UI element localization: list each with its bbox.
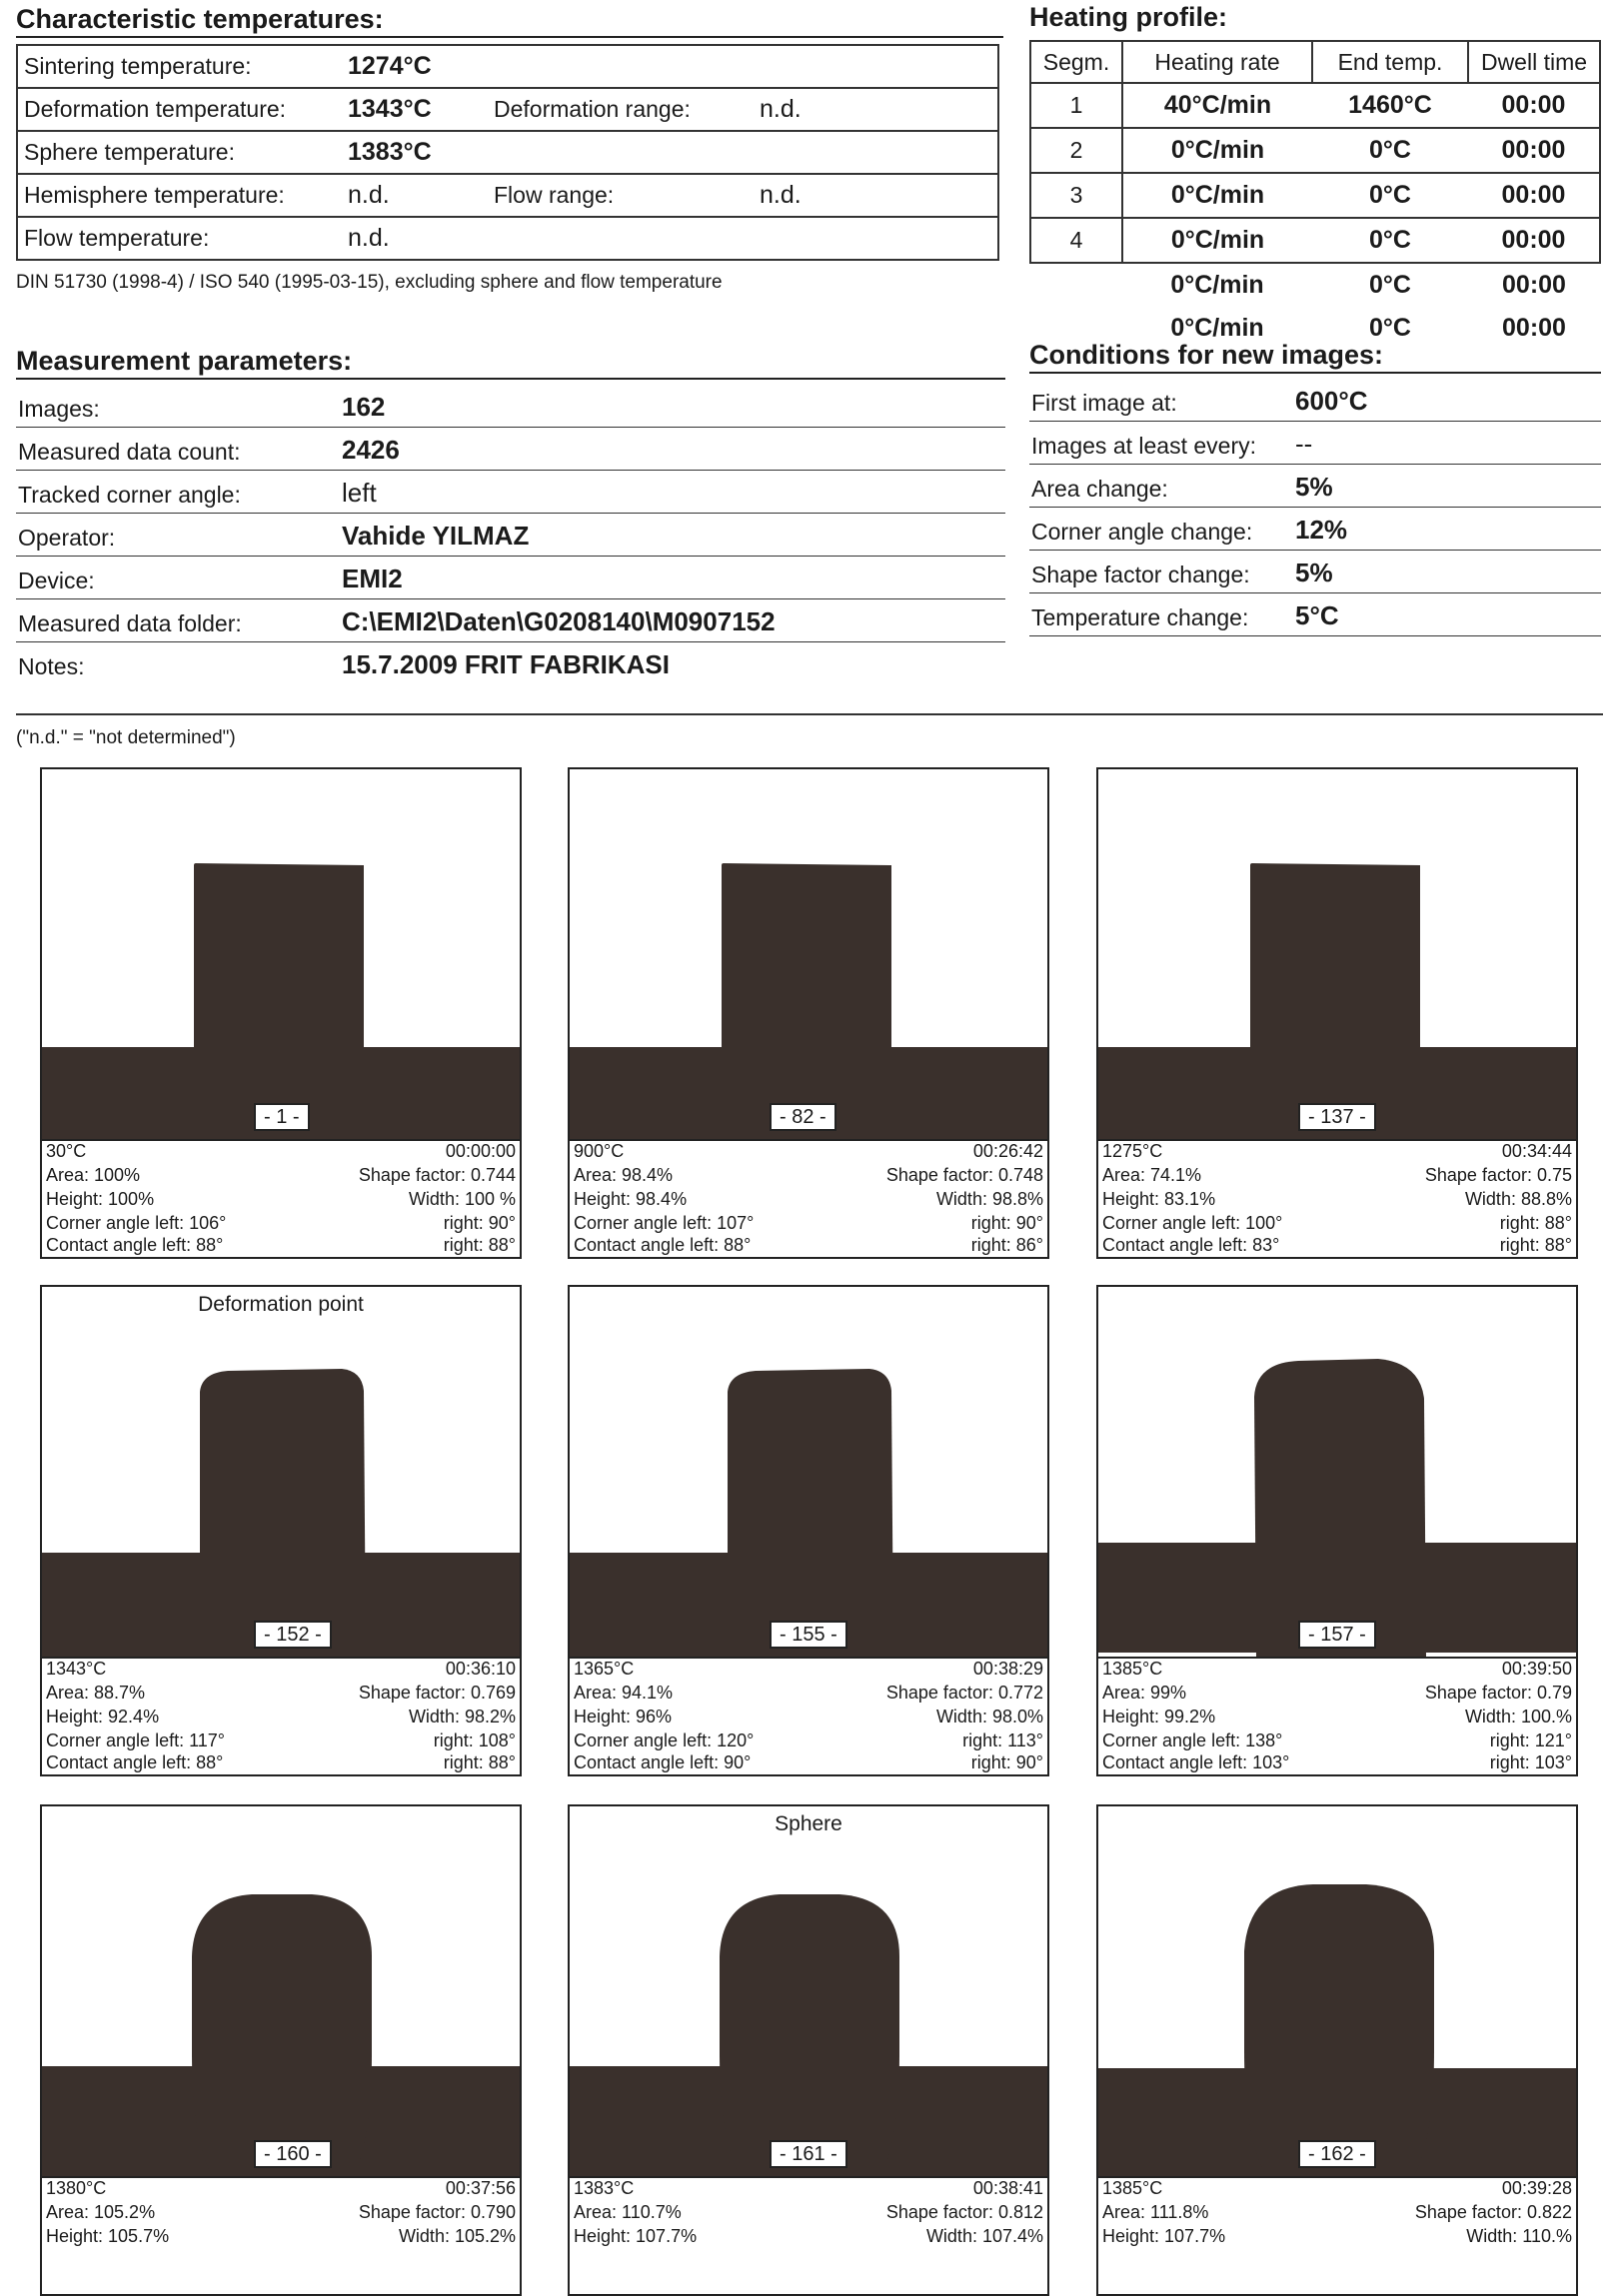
specimen-panel — [1096, 767, 1578, 1259]
panel-height: Height: 105.7% — [46, 2226, 170, 2246]
conditions-label: Shape factor change: — [1031, 562, 1250, 587]
panel-shape-factor: Shape factor: 0.772 — [885, 1683, 1043, 1703]
panel-time: 00:38:29 — [972, 1659, 1043, 1679]
specimen-silhouette — [1098, 769, 1576, 1139]
panel-time: 00:36:10 — [445, 1659, 516, 1679]
specimen-shape — [1244, 1884, 1434, 2176]
panel-corner-left: Corner angle left: 106° — [46, 1213, 227, 1233]
panel-time: 00:37:56 — [445, 2178, 516, 2198]
panel-temperature: 1385°C — [1102, 2178, 1163, 2198]
conditions-label: Area change: — [1031, 476, 1168, 502]
specimen-silhouette — [570, 1806, 1047, 2176]
specimen-image — [40, 767, 522, 1141]
flow-range-label: Flow range: — [488, 174, 754, 217]
panel-area: Area: 111.8% — [1102, 2202, 1209, 2222]
heating-title: Heating profile: — [1029, 2, 1228, 32]
heating-seg: 1 — [1030, 83, 1122, 128]
conditions-label: First image at: — [1031, 390, 1177, 416]
specimen-panel — [40, 1285, 522, 1776]
panel-shape-factor: Shape factor: 0.744 — [358, 1165, 516, 1185]
measurement-value: C:\EMI2\Daten\G0208140\M0907152 — [342, 606, 776, 636]
panel-height: Height: 96% — [574, 1707, 673, 1726]
panel-height: Height: 99.2% — [1102, 1707, 1216, 1726]
specimen-panel — [568, 1804, 1049, 2296]
panel-time: 00:00:00 — [445, 1141, 516, 1161]
specimen-silhouette — [42, 769, 520, 1139]
panel-width: Width: 98.8% — [935, 1189, 1043, 1209]
specimen-shape — [194, 863, 364, 1139]
panel-temperature: 1383°C — [574, 2178, 635, 2198]
panel-width: Width: 110.% — [1466, 2226, 1572, 2246]
measurement-value: Vahide YILMAZ — [342, 521, 530, 551]
heating-dwell: 00:00 — [1502, 314, 1566, 342]
heating-header-rate: Heating rate — [1122, 41, 1312, 83]
panel-corner-right: right: 108° — [433, 1730, 516, 1750]
panel-shape-factor: Shape factor: 0.822 — [1414, 2202, 1572, 2222]
panel-contact-left: Contact angle left: 88° — [574, 1235, 752, 1255]
panel-contact-left: Contact angle left: 90° — [574, 1752, 752, 1772]
measurement-value: left — [342, 478, 377, 508]
deformation-label: Deformation temperature: — [17, 88, 342, 131]
panel-shape-factor: Shape factor: 0.79 — [1424, 1683, 1572, 1703]
specimen-panel — [568, 767, 1049, 1259]
panel-width: Width: 98.0% — [935, 1707, 1043, 1726]
specimen-shape — [1250, 863, 1420, 1139]
measurement-value: 15.7.2009 FRIT FABRIKASI — [342, 649, 670, 679]
panel-height: Height: 83.1% — [1102, 1189, 1216, 1209]
flow-value: n.d. — [342, 217, 998, 260]
specimen-silhouette — [42, 1287, 520, 1657]
panel-width: Width: 100.% — [1464, 1707, 1572, 1726]
panel-temperature: 30°C — [46, 1141, 87, 1161]
panel-area: Area: 74.1% — [1102, 1165, 1202, 1185]
panel-height: Height: 100% — [46, 1189, 155, 1209]
panel-shape-factor: Shape factor: 0.748 — [885, 1165, 1043, 1185]
panel-corner-left: Corner angle left: 117° — [46, 1730, 225, 1750]
flow-range-value: n.d. — [754, 174, 998, 217]
measurement-info — [40, 1657, 522, 1776]
heating-end: 0°C — [1312, 218, 1468, 263]
conditions-value: 12% — [1295, 515, 1348, 545]
heating-rate: 0°C/min — [1122, 218, 1312, 263]
panel-height: Height: 98.4% — [574, 1189, 688, 1209]
measurement-info — [1096, 1657, 1578, 1776]
panel-area: Area: 98.4% — [574, 1165, 674, 1185]
specimen-image — [568, 1285, 1049, 1659]
panel-time: 00:34:44 — [1501, 1141, 1572, 1161]
specimen-shape — [720, 1894, 899, 2176]
specimen-shape — [1254, 1359, 1426, 1657]
panel-contact-right: right: 88° — [443, 1235, 516, 1255]
heating-rate: 0°C/min — [1122, 173, 1312, 218]
specimen-silhouette — [42, 1806, 520, 2176]
image-index: - 160 - — [254, 2140, 332, 2168]
measurement-label: Measured data count: — [18, 439, 241, 465]
specimen-image — [1096, 1804, 1578, 2178]
panel-contact-left: Contact angle left: 88° — [46, 1235, 224, 1255]
panel-corner-right: right: 113° — [962, 1730, 1043, 1750]
specimen-image — [568, 1804, 1049, 2178]
panel-time: 00:39:28 — [1501, 2178, 1572, 2198]
sintering-label: Sintering temperature: — [17, 45, 342, 88]
panel-temperature: 1275°C — [1102, 1141, 1163, 1161]
measurement-value: 2426 — [342, 435, 400, 465]
specimen-shape — [728, 1369, 893, 1657]
conditions-value: 5°C — [1295, 600, 1339, 630]
specimen-shape — [200, 1369, 366, 1657]
image-index: - 157 - — [1298, 1621, 1376, 1649]
hemisphere-value: n.d. — [342, 174, 488, 217]
heating-dwell: 00:00 — [1502, 271, 1566, 299]
image-index: - 82 - — [770, 1103, 836, 1131]
panel-area: Area: 94.1% — [574, 1683, 674, 1703]
heating-header-dwell: Dwell time — [1468, 41, 1600, 83]
heating-seg: 2 — [1030, 128, 1122, 173]
panel-temperature: 1380°C — [46, 2178, 107, 2198]
panel-contact-left: Contact angle left: 83° — [1102, 1235, 1280, 1255]
panel-time: 00:38:41 — [972, 2178, 1043, 2198]
panel-caption: Deformation point — [198, 1293, 364, 1316]
panel-contact-left: Contact angle left: 103° — [1102, 1752, 1290, 1772]
heating-dwell: 00:00 — [1468, 173, 1600, 218]
measurement-info — [568, 1657, 1049, 1776]
specimen-shape — [192, 1894, 372, 2176]
specimen-panel — [568, 1285, 1049, 1776]
panel-width: Width: 98.2% — [408, 1707, 516, 1726]
panel-width: Width: 105.2% — [398, 2226, 516, 2246]
specimen-panel — [40, 767, 522, 1259]
heating-dwell: 00:00 — [1468, 128, 1600, 173]
sintering-value: 1274°C — [342, 45, 998, 88]
specimen-silhouette — [570, 1287, 1047, 1657]
specimen-silhouette — [570, 769, 1047, 1139]
panel-contact-right: right: 88° — [1499, 1235, 1572, 1255]
panel-time: 00:39:50 — [1501, 1659, 1572, 1679]
conditions-value: 5% — [1295, 558, 1333, 587]
panel-corner-left: Corner angle left: 100° — [1102, 1213, 1283, 1233]
panel-area: Area: 99% — [1102, 1683, 1187, 1703]
specimen-panel — [1096, 1285, 1578, 1776]
measurement-value: 162 — [342, 392, 386, 422]
conditions-value: -- — [1295, 429, 1313, 459]
conditions-value: 5% — [1295, 472, 1333, 502]
measurement-info — [1096, 1139, 1578, 1259]
heating-end: 1460°C — [1312, 83, 1468, 128]
panel-height: Height: 92.4% — [46, 1707, 160, 1726]
measurement-label: Notes: — [18, 653, 85, 679]
measurement-info — [568, 1139, 1049, 1259]
conditions-label: Images at least every: — [1031, 433, 1256, 459]
specimen-panel — [40, 1804, 522, 2296]
deformation-value: 1343°C — [342, 88, 488, 131]
panel-corner-left: Corner angle left: 107° — [574, 1213, 755, 1233]
panel-temperature: 1343°C — [46, 1659, 107, 1679]
panel-area: Area: 88.7% — [46, 1683, 146, 1703]
heating-rate: 0°C/min — [1122, 128, 1312, 173]
panel-width: Width: 100 % — [408, 1189, 516, 1209]
specimen-shape — [722, 863, 891, 1139]
panel-corner-right: right: 90° — [443, 1213, 516, 1233]
panel-contact-right: right: 86° — [970, 1235, 1043, 1255]
image-index: - 1 - — [254, 1103, 310, 1131]
sphere-value: 1383°C — [342, 131, 998, 174]
panel-shape-factor: Shape factor: 0.75 — [1424, 1165, 1572, 1185]
measurement-info — [40, 2176, 522, 2296]
panel-height: Height: 107.7% — [1102, 2226, 1226, 2246]
measurement-label: Measured data folder: — [18, 610, 242, 636]
panel-shape-factor: Shape factor: 0.812 — [885, 2202, 1043, 2222]
specimen-silhouette — [1098, 1287, 1576, 1657]
heating-header-segm: Segm. — [1030, 41, 1122, 83]
image-index: - 152 - — [254, 1621, 332, 1649]
deformation-range-value: n.d. — [754, 88, 998, 131]
heating-end: 0°C — [1369, 271, 1411, 299]
image-index: - 155 - — [770, 1621, 847, 1649]
measurement-label: Operator: — [18, 525, 116, 551]
panel-contact-left: Contact angle left: 88° — [46, 1752, 224, 1772]
conditions-title: Conditions for new images: — [1029, 340, 1601, 374]
deformation-range-label: Deformation range: — [488, 88, 754, 131]
heating-seg: 4 — [1030, 218, 1122, 263]
image-index: - 162 - — [1298, 2140, 1376, 2168]
panel-corner-right: right: 88° — [1499, 1213, 1572, 1233]
panel-contact-right: right: 88° — [443, 1752, 516, 1772]
panel-shape-factor: Shape factor: 0.790 — [358, 2202, 516, 2222]
panel-area: Area: 100% — [46, 1165, 141, 1185]
image-index: - 161 - — [770, 2140, 847, 2168]
panel-corner-left: Corner angle left: 120° — [574, 1730, 755, 1750]
panel-shape-factor: Shape factor: 0.769 — [358, 1683, 516, 1703]
panel-corner-right: right: 90° — [970, 1213, 1043, 1233]
panel-time: 00:26:42 — [972, 1141, 1043, 1161]
panel-temperature: 1365°C — [574, 1659, 635, 1679]
specimen-silhouette — [1098, 1806, 1576, 2176]
specimen-panel — [1096, 1804, 1578, 2296]
panel-contact-right: right: 103° — [1489, 1752, 1572, 1772]
characteristic-title: Characteristic temperatures: — [16, 4, 1003, 38]
measurement-info — [568, 2176, 1049, 2296]
heating-end: 0°C — [1369, 314, 1411, 342]
measurement-value: EMI2 — [342, 564, 403, 593]
nd-note: ("n.d." = "not determined") — [16, 727, 236, 748]
measurement-title: Measurement parameters: — [16, 346, 1005, 380]
measurement-label: Device: — [18, 568, 95, 593]
panel-corner-right: right: 121° — [1489, 1730, 1572, 1750]
heating-dwell: 00:00 — [1468, 83, 1600, 128]
specimen-image — [40, 1285, 522, 1659]
heating-rate: 0°C/min — [1170, 314, 1264, 342]
standard-note: DIN 51730 (1998-4) / ISO 540 (1995-03-15), excluding sphere and flow temperature — [16, 272, 723, 293]
measurement-info — [1096, 2176, 1578, 2296]
hemisphere-label: Hemisphere temperature: — [17, 174, 342, 217]
conditions-label: Temperature change: — [1031, 604, 1249, 630]
specimen-image — [40, 1804, 522, 2178]
panel-temperature: 1385°C — [1102, 1659, 1163, 1679]
panel-area: Area: 105.2% — [46, 2202, 156, 2222]
heating-end: 0°C — [1312, 128, 1468, 173]
heating-seg: 3 — [1030, 173, 1122, 218]
flow-label: Flow temperature: — [17, 217, 342, 260]
panel-contact-right: right: 90° — [970, 1752, 1043, 1772]
panel-width: Width: 88.8% — [1464, 1189, 1572, 1209]
specimen-image — [568, 767, 1049, 1141]
panel-width: Width: 107.4% — [925, 2226, 1043, 2246]
heating-rate: 0°C/min — [1170, 271, 1264, 299]
measurement-label: Tracked corner angle: — [18, 482, 241, 508]
panel-height: Height: 107.7% — [574, 2226, 698, 2246]
heating-end: 0°C — [1312, 173, 1468, 218]
specimen-image — [1096, 1285, 1578, 1659]
measurement-label: Images: — [18, 396, 100, 422]
specimen-image — [1096, 767, 1578, 1141]
panel-corner-left: Corner angle left: 138° — [1102, 1730, 1283, 1750]
conditions-value: 600°C — [1295, 386, 1368, 416]
panel-temperature: 900°C — [574, 1141, 625, 1161]
measurement-info — [40, 1139, 522, 1259]
heating-dwell: 00:00 — [1468, 218, 1600, 263]
sphere-label: Sphere temperature: — [17, 131, 342, 174]
panel-caption: Sphere — [775, 1812, 842, 1835]
heating-header-end: End temp. — [1312, 41, 1468, 83]
conditions-label: Corner angle change: — [1031, 519, 1253, 545]
panel-area: Area: 110.7% — [574, 2202, 682, 2222]
heating-rate: 40°C/min — [1122, 83, 1312, 128]
image-index: - 137 - — [1298, 1103, 1376, 1131]
